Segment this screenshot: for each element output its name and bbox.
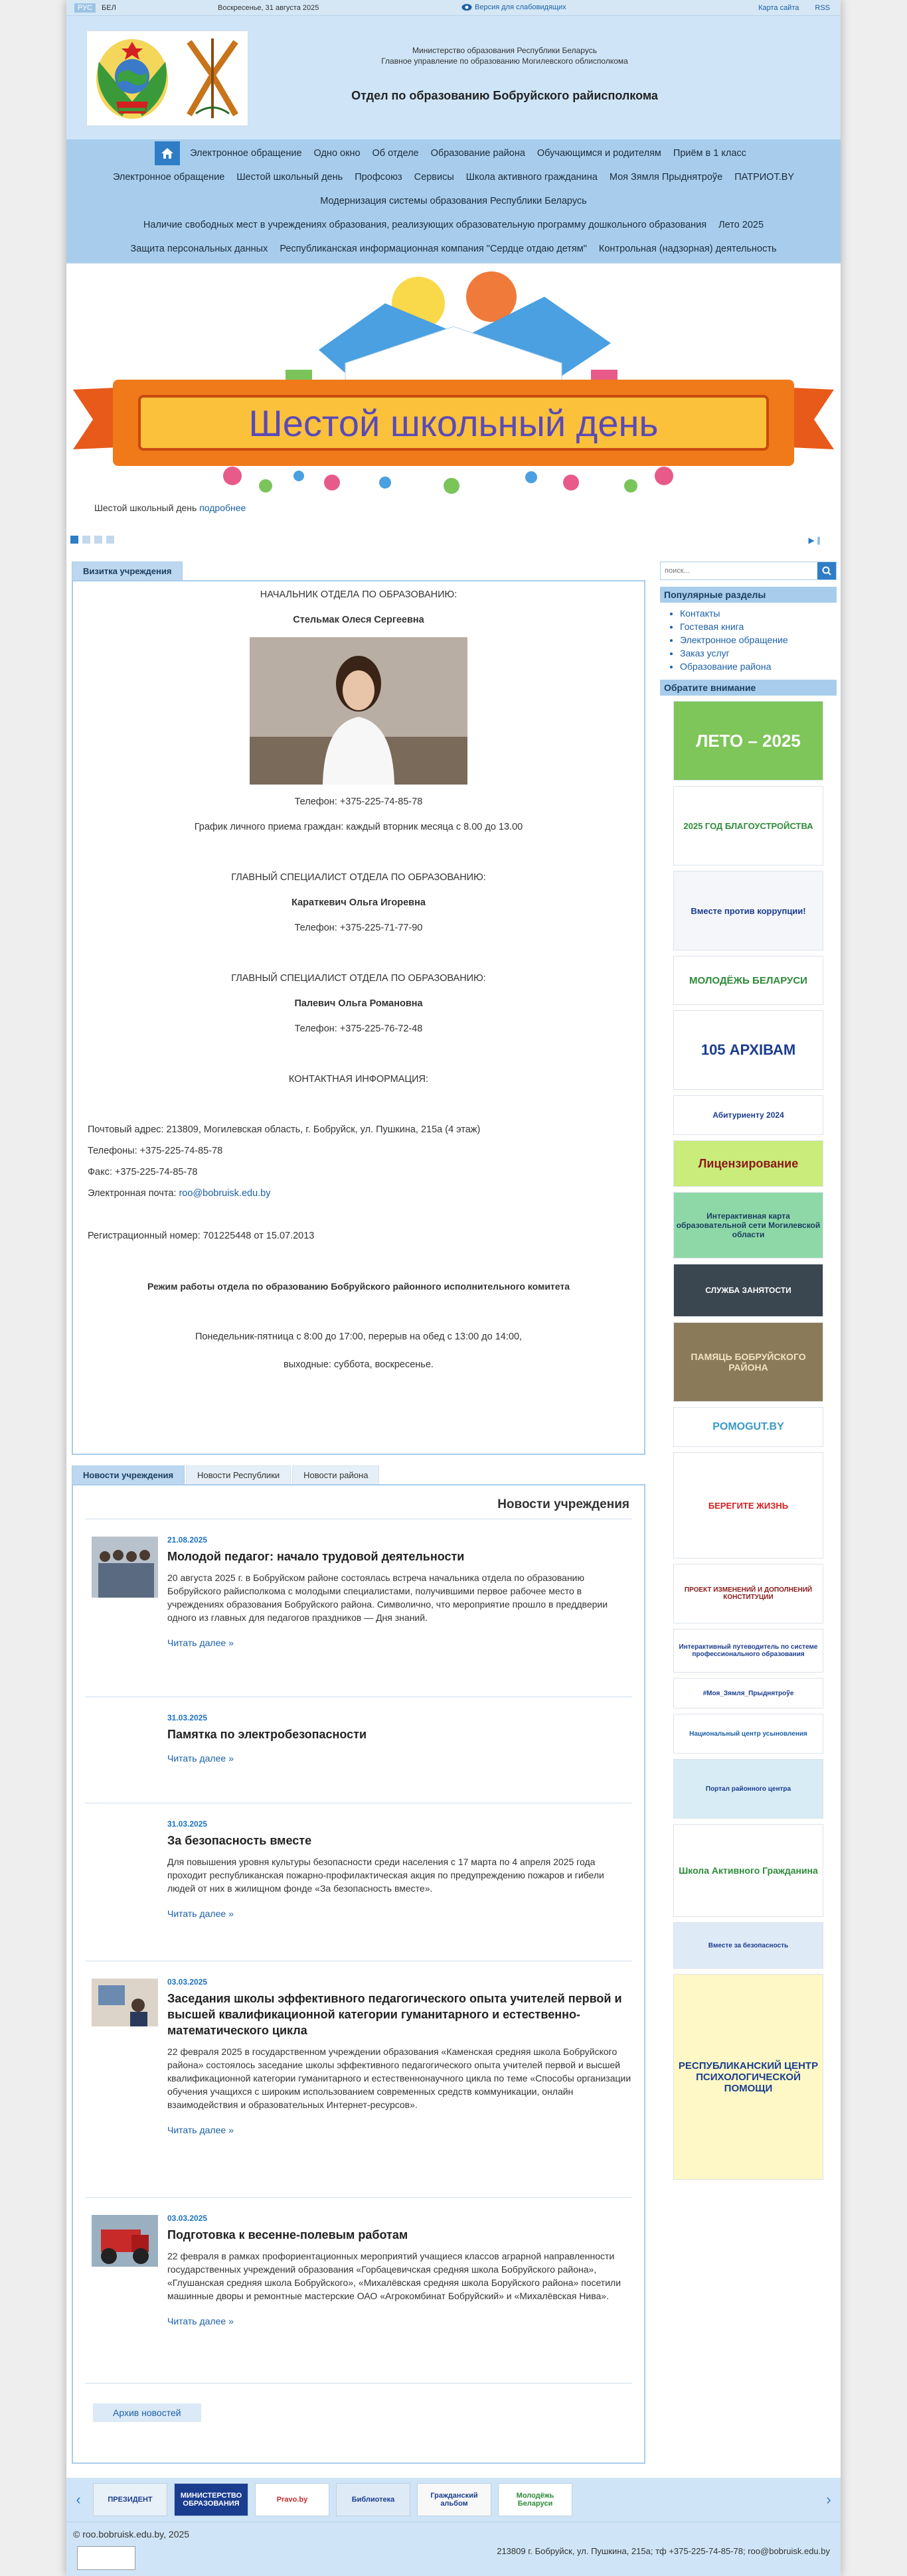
news-summary: 22 февраля в рамках профориентационных мероприятий учащиеся классов аграрной направленности государственных учреждений образования «Горбацевичская средняя школа Бобруйского района», «Глушанская средняя школа Бобруйского», «Михалёвская средняя школа Боруйского района» посетили машинные дворы и ремонтные мастерские ОАО «Агрокомбинат Бобруйский» и «Михалёвская Нива». (167, 2251, 621, 2301)
slider-dot[interactable] (82, 536, 90, 544)
news-tabs (72, 1466, 645, 1484)
postal-address: Почтовый адрес: 213809, Могилевская область, г. Бобруйск, ул. Пушкина, 215а (4 этаж) (88, 1124, 481, 1135)
email-label: Электронная почта: (88, 1188, 179, 1199)
sidebar-banner[interactable]: ПАМЯЦЬ БОБРУЙСКОГО РАЙОНА (673, 1322, 823, 1402)
sidebar-banner[interactable]: Вместе за безопасность (673, 1922, 823, 1969)
search-icon (822, 566, 831, 575)
slider-dots (70, 536, 114, 544)
slider-dot[interactable] (106, 536, 114, 544)
carousel-next-icon[interactable]: › (826, 2491, 831, 2508)
lang-ru[interactable]: РУС (74, 3, 96, 13)
work-mode-heading: Режим работы отдела по образованию Бобруйского районного исполнительного комитета (147, 1281, 570, 1292)
menu-item[interactable]: Одно окно (313, 148, 361, 159)
sidebar-banner[interactable]: БЕРЕГИТЕ ЖИЗНЬ (673, 1452, 823, 1558)
fax: Факс: +375-225-74-85-78 (88, 1167, 198, 1177)
work-mode-weekend: выходные: суббота, воскресенье. (284, 1359, 434, 1370)
news-image[interactable] (92, 1979, 158, 2026)
tab-vizitka[interactable]: Визитка учреждения (72, 562, 183, 580)
main-content (72, 562, 645, 2464)
menu-item[interactable]: Модернизация системы образования Республики Беларусь (320, 196, 587, 206)
site-footer (66, 2522, 841, 2576)
sidebar-banner[interactable]: Интерактивная карта образовательной сети Могилевской области (673, 1192, 823, 1258)
email-line (88, 1187, 629, 1200)
news-date: 03.03.2025 (167, 1977, 208, 1987)
menu-row-5 (66, 237, 841, 261)
ministry-line-1: Министерство образования Республики Беларусь (412, 46, 597, 55)
popular-link[interactable]: • Контакты (680, 607, 837, 620)
ministry-line-2: Главное управление по образованию Могилевского облисполкома (381, 56, 628, 66)
menu-item[interactable]: Моя Зямля Прыднятроўе (609, 172, 723, 183)
email-link[interactable]: roo@bobruisk.edu.by (179, 1188, 271, 1199)
head-photo (250, 637, 467, 785)
menu-item[interactable]: Образование района (430, 148, 525, 159)
attention-heading: Обратите внимание (660, 680, 837, 696)
spec1-title: ГЛАВНЫЙ СПЕЦИАЛИСТ ОТДЕЛА ПО ОБРАЗОВАНИЮ: (231, 872, 486, 883)
partner-logo[interactable]: Молодёжь Беларуси (498, 2483, 572, 2516)
menu-item[interactable]: Контрольная (надзорная) деятельность (598, 244, 777, 254)
news-date: 31.03.2025 (167, 1819, 208, 1829)
partner-logo[interactable]: МИНИСТЕРСТВО ОБРАЗОВАНИЯ (174, 2483, 248, 2516)
partner-logo[interactable]: ПРЕЗИДЕНТ (93, 2483, 167, 2516)
menu-item[interactable]: ПАТРИОТ.BY (734, 172, 795, 183)
head-phone: Телефон: +375-225-74-85-78 (294, 796, 423, 807)
sixth-school-day-banner (66, 264, 841, 536)
search-form (660, 562, 837, 580)
slider-play-pause-icon[interactable]: ▶ ∥ (808, 536, 821, 545)
slider-dot[interactable] (94, 536, 102, 544)
spec1-name: Караткевич Ольга Игоревна (291, 897, 426, 908)
news-date: 31.03.2025 (167, 1713, 208, 1722)
news-item (85, 1519, 632, 1697)
registration-number: Регистрационный номер: 701225448 от 15.07.2013 (88, 1231, 315, 1241)
sidebar-banner[interactable]: Абитуриенту 2024 (673, 1095, 823, 1135)
tab-district-news[interactable]: Новости района (292, 1466, 379, 1484)
language-switch (74, 3, 120, 13)
lang-by[interactable]: БЕЛ (102, 4, 116, 12)
slider-dot[interactable] (70, 536, 78, 544)
menu-row-3 (66, 189, 841, 213)
site-logo[interactable] (86, 31, 248, 126)
popular-link[interactable]: • Гостевая книга (680, 620, 837, 633)
menu-item[interactable]: Наличие свободных мест в учреждениях образования, реализующих образовательную программу дошкольного образования (143, 220, 707, 230)
top-bar (66, 0, 841, 16)
menu-row-2 (66, 165, 841, 189)
news-image[interactable] (92, 2215, 158, 2267)
sidebar-banner[interactable]: Портал районного центра (673, 1759, 823, 1819)
blind-version-label: Версия для слабовидящих (475, 3, 566, 11)
spec2-phone: Телефон: +375-225-76-72-48 (294, 1023, 423, 1034)
head-title: НАЧАЛЬНИК ОТДЕЛА ПО ОБРАЗОВАНИЮ: (260, 589, 457, 600)
eye-icon (461, 3, 472, 11)
main-menu (66, 139, 841, 262)
tab-institution-news[interactable]: Новости учреждения (72, 1466, 185, 1484)
news-summary: 22 февраля 2025 в государственном учреждении образования «Каменская средняя школа Бобруйского района» состоялось заседание школы эффективного педагогического опыта учителей первой и высшей квалификационной категории гуманитарного и естественнонаучного цикла по теме «Способы организации обучения учащихся с широким использованием современных средств коммуникации, онлайн взаимодействия и образовательных Интернет-ресурсов». (167, 2046, 631, 2110)
read-more-link[interactable]: Читать далее » (167, 1753, 234, 1764)
sidebar (660, 562, 837, 2180)
coat-of-arms-icon (92, 35, 172, 121)
carousel-prev-icon[interactable]: ‹ (76, 2491, 81, 2508)
search-input[interactable] (661, 562, 817, 579)
sidebar-banner[interactable]: 105 АРХІВАМ (673, 1010, 823, 1090)
menu-item[interactable]: Республиканская информационная компания "Сердце отдаю детям" (280, 244, 587, 254)
partners-carousel (66, 2478, 841, 2522)
news-title[interactable]: Молодой педагог: начало трудовой деятельности (167, 1550, 465, 1563)
blind-version-link[interactable] (461, 3, 566, 11)
page-wrapper (66, 0, 841, 2576)
contact-heading: КОНТАКТНАЯ ИНФОРМАЦИЯ: (288, 1074, 429, 1085)
sidebar-banner[interactable]: Вместе против коррупции! (673, 871, 823, 950)
sidebar-banner[interactable]: POMOGUT.BY (673, 1407, 823, 1447)
menu-item[interactable]: Приём в 1 класс (673, 148, 746, 159)
partner-logo[interactable]: Гражданский альбом (417, 2483, 491, 2516)
menu-item[interactable]: Школа активного гражданина (465, 172, 598, 183)
read-more-link[interactable]: Читать далее » (167, 2125, 234, 2135)
site-header (66, 16, 841, 139)
home-button[interactable] (155, 141, 180, 165)
sidebar-banner[interactable]: СЛУЖБА ЗАНЯТОСТИ (673, 1264, 823, 1317)
hero-slider[interactable] (66, 262, 841, 548)
rss-link[interactable]: RSS (815, 4, 830, 12)
home-icon (161, 147, 174, 159)
news-title[interactable]: Заседания школы эффективного педагогического опыта учителей первой и высшей квалификационной категории гуманитарного и естественно-математического цикла (167, 1992, 622, 2037)
ministry-heading (312, 45, 697, 66)
sidebar-banner[interactable]: #Моя_Зямля_Прыднятроўе (673, 1678, 823, 1708)
banner-list (660, 701, 837, 2180)
sidebar-banner[interactable]: РЕСПУБЛИКАНСКИЙ ЦЕНТР ПСИХОЛОГИЧЕСКОЙ ПОМОЩИ (673, 1974, 823, 2180)
popular-sections-heading: Популярные разделы (660, 587, 837, 603)
sidebar-banner[interactable]: Интерактивный путеводитель по системе профессионального образования (673, 1629, 823, 1673)
read-more-link[interactable]: Читать далее » (167, 1637, 234, 1648)
partner-logos (90, 2483, 817, 2516)
news-date: 03.03.2025 (167, 2214, 208, 2223)
spec2-title: ГЛАВНЫЙ СПЕЦИАЛИСТ ОТДЕЛА ПО ОБРАЗОВАНИЮ: (231, 973, 486, 984)
menu-item[interactable]: Электронное обращение (112, 172, 225, 183)
sidebar-banner[interactable]: 2025 ГОД БЛАГОУСТРОЙСТВА (673, 786, 823, 866)
news-item (85, 2198, 632, 2384)
sidebar-banner[interactable]: МОЛОДЁЖЬ БЕЛАРУСИ (673, 956, 823, 1005)
news-item (85, 1803, 632, 1961)
news-heading: Новости учреждения (85, 1492, 632, 1519)
news-title[interactable]: Памятка по электробезопасности (167, 1728, 367, 1741)
popular-link[interactable]: • Электронное обращение (680, 633, 837, 646)
menu-item[interactable]: Об отделе (372, 148, 419, 159)
menu-item[interactable]: Профсоюз (355, 172, 402, 183)
banner-caption (94, 502, 246, 513)
head-schedule: График личного приема граждан: каждый вторник месяца с 8.00 до 13.00 (194, 822, 523, 832)
phones: Телефоны: +375-225-74-85-78 (88, 1146, 223, 1156)
sidebar-banner[interactable]: Национальный центр усыновления (673, 1714, 823, 1754)
partner-logo[interactable]: Pravo.by (255, 2483, 329, 2516)
read-more-link[interactable]: Читать далее » (167, 2316, 234, 2326)
spec1-phone: Телефон: +375-225-71-77-90 (294, 923, 423, 933)
menu-item[interactable]: Шестой школьный день (236, 172, 343, 183)
current-date: Воскресенье, 31 августа 2025 (218, 4, 319, 12)
news-summary: 20 августа 2025 г. в Бобруйском районе состоялась встреча начальника отдела по образованию Бобруйского райисполкома с молодыми специалистами, получившими первое рабочее место в учреждениях образования Бобруйского района. Символично, что мероприятие прошло в преддверии одного из главных для педагогов праздников — Дня знаний. (167, 1572, 608, 1623)
menu-item[interactable]: Сервисы (414, 172, 454, 183)
popular-links (660, 603, 837, 676)
menu-row-1 (66, 141, 841, 165)
head-name: Стельмак Олеся Сергеевна (293, 615, 424, 625)
work-mode-hours: Понедельник-пятница с 8:00 до 17:00, перерыв на обед с 13:00 до 14:00, (195, 1331, 523, 1342)
search-button[interactable] (817, 562, 836, 579)
news-summary: Для повышения уровня культуры безопасности среди населения с 17 марта по 4 апреля 2025 года проходит республиканская пожарно-профилактическая акция по предупреждению пожаров и гибели людей от них в жилищном фонде «За безопасность вместе». (167, 1856, 604, 1894)
menu-item[interactable]: Защита персональных данных (130, 244, 268, 254)
menu-item[interactable]: Обучающимся и родителям (536, 148, 661, 159)
menu-item[interactable]: Электронное обращение (190, 148, 302, 159)
menu-row-4 (66, 213, 841, 237)
vizitka-panel (72, 580, 645, 1455)
news-date: 21.08.2025 (167, 1535, 208, 1545)
news-item (85, 1697, 632, 1803)
sidebar-banner[interactable]: Лицензирование (673, 1140, 823, 1187)
vizitka-tabs (72, 562, 645, 580)
partner-logo[interactable]: Библиотека (336, 2483, 410, 2516)
read-more-link[interactable]: Читать далее » (167, 1908, 234, 1919)
site-title: Отдел по образованию Бобруйского райисполкома (351, 89, 658, 102)
popular-link[interactable]: • Заказ услуг (680, 646, 837, 660)
news-panel (72, 1484, 645, 2464)
news-image[interactable] (92, 1537, 158, 1598)
sidebar-banner[interactable]: Школа Активного Гражданина (673, 1824, 823, 1917)
popular-link[interactable]: • Образование района (680, 660, 837, 673)
tab-republic-news[interactable]: Новости Республики (186, 1466, 291, 1484)
copyright: © roo.bobruisk.edu.by, 2025 (73, 2529, 190, 2539)
spec2-name: Палевич Ольга Романовна (294, 998, 423, 1009)
district-emblem-icon (183, 35, 242, 121)
visit-counter (77, 2546, 135, 2570)
news-item (85, 1961, 632, 2198)
sidebar-banner[interactable]: ПРОЕКТ ИЗМЕНЕНИЙ И ДОПОЛНЕНИЙ КОНСТИТУЦИИ (673, 1564, 823, 1624)
menu-item[interactable]: Лето 2025 (718, 220, 764, 230)
news-title[interactable]: Подготовка к весенне-полевым работам (167, 2228, 408, 2241)
sitemap-link[interactable]: Карта сайта (758, 4, 799, 12)
sidebar-banner[interactable]: ЛЕТО – 2025 (673, 701, 823, 781)
banner-more-link[interactable]: подробнее (199, 502, 246, 513)
banner-title: Шестой школьный день (248, 402, 659, 444)
news-archive-button[interactable]: Архив новостей (93, 2403, 201, 2422)
news-title[interactable]: За безопасность вместе (167, 1834, 312, 1847)
banner-caption-text: Шестой школьный день (94, 502, 200, 513)
footer-address: 213809 г. Бобруйск, ул. Пушкина, 215а; тф +375-225-74-85-78; roo@bobruisk.edu.by (497, 2546, 830, 2556)
